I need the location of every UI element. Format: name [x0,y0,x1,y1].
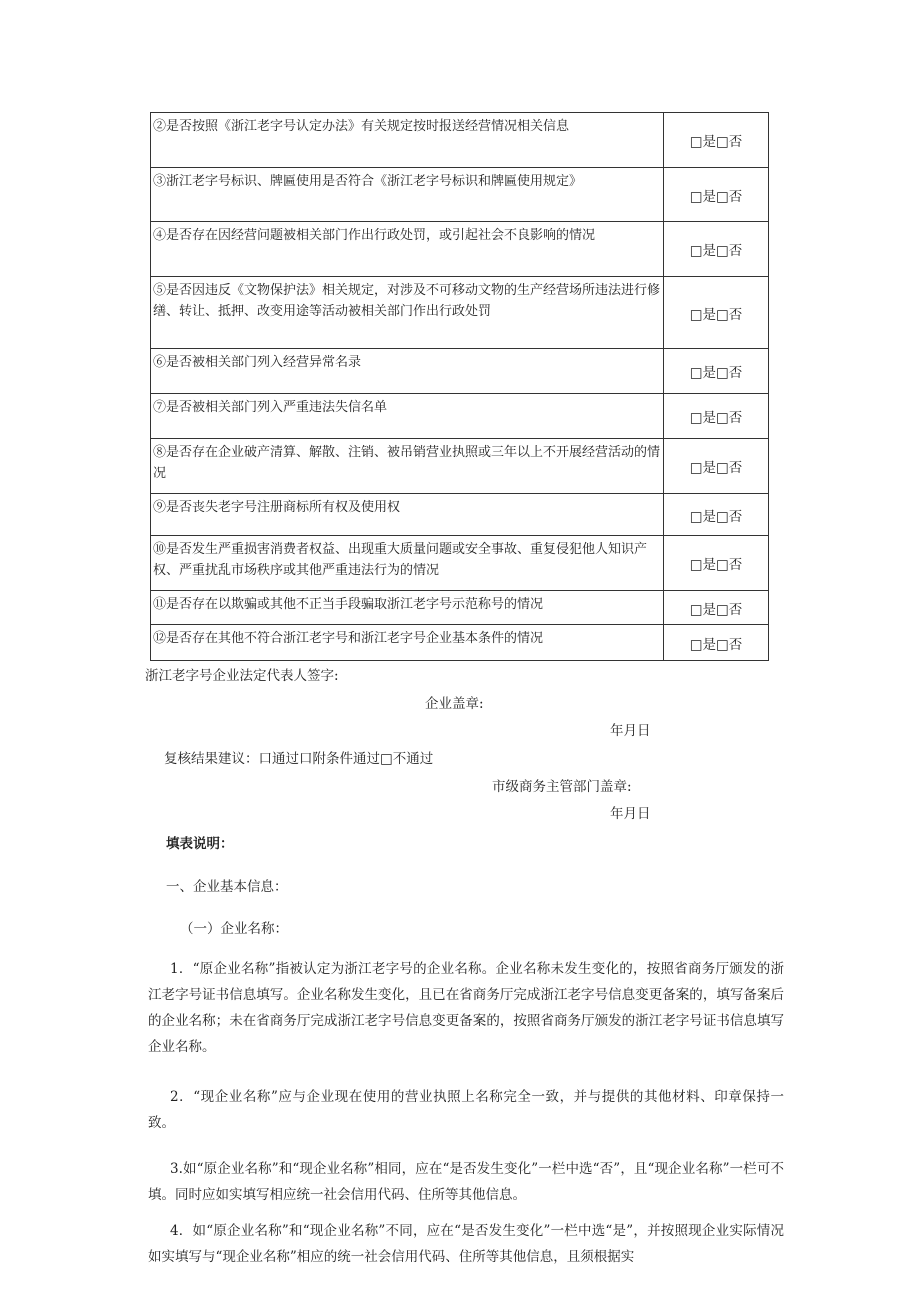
checklist-question: ③浙江老字号标识、牌匾使用是否符合《浙江老字号标识和牌匾使用规定》 [151,168,664,222]
checklist-question: ⑤是否因违反《文物保护法》相关规定，对涉及不可移动文物的生产经营场所违法进行修缮、转让、抵押、改变用途等活动被相关部门作出行政处罚 [151,277,664,349]
yes-no-checkbox[interactable]: □是□否 [664,439,769,494]
yes-no-checkbox[interactable]: □是□否 [664,591,769,625]
checklist-question: ⑫是否存在其他不符合浙江老字号和浙江老字号企业基本条件的情况 [151,625,664,661]
checklist-question: ④是否存在因经营问题被相关部门作出行政处罚，或引起社会不良影响的情况 [151,222,664,277]
checklist-row [151,349,769,394]
instruction-paragraph-4: 4．如“原企业名称”和“现企业名称”不同，应在“是否发生变化”一栏中选“是”，并按照现企业实际情况如实填写与“现企业名称”相应的统一社会信用代码、住所等其他信息，且须根据实 [148,1223,784,1265]
subsection-company-name: （一）企业名称： [180,921,288,937]
checklist-row [151,222,769,277]
yes-no-checkbox[interactable]: □是□否 [664,625,769,661]
yes-no-checkbox[interactable]: □是□否 [664,168,769,222]
checklist-question: ⑩是否发生严重损害消费者权益、出现重大质量问题或安全事故、重复侵犯他人知识产权、严重扰乱市场秩序或其他严重违法行为的情况 [151,536,664,591]
instruction-paragraph-3: 3.如“原企业名称”和“现企业名称”相同，应在“是否发生变化”一栏中选“否”，且“现企业名称”一栏可不填。同时应如实填写相应统一社会信用代码、住所等其他信息。 [148,1161,784,1203]
company-seal-label: 企业盖章: [425,696,484,712]
review-options: 口通过口附条件通过□不通过 [258,751,434,767]
checklist-row [151,591,769,625]
checklist-question: ⑨是否丧失老字号注册商标所有权及使用权 [151,494,664,536]
checklist-row [151,277,769,349]
checklist-question: ⑧是否存在企业破产清算、解散、注销、被吊销营业执照或三年以上不开展经营活动的情况 [151,439,664,494]
checklist-row [151,494,769,536]
checklist-question: ⑦是否被相关部门列入严重违法失信名单 [151,394,664,439]
dept-seal-label: 市级商务主管部门盖章: [492,779,632,795]
checklist-row [151,168,769,222]
yes-no-checkbox[interactable]: □是□否 [664,113,769,168]
checklist-question: ②是否按照《浙江老字号认定办法》有关规定按时报送经营情况相关信息 [151,113,664,168]
checklist-question: ⑪是否存在以欺骗或其他不正当手段骗取浙江老字号示范称号的情况 [151,591,664,625]
checklist-row [151,625,769,661]
yes-no-checkbox[interactable]: □是□否 [664,536,769,591]
instructions-heading: 填表说明： [166,836,234,852]
yes-no-checkbox[interactable]: □是□否 [664,222,769,277]
legal-rep-signature-label: 浙江老字号企业法定代表人签字: [145,668,339,684]
section-basic-info: 一、企业基本信息： [166,879,288,895]
instruction-paragraph-1: 1．“原企业名称”指被认定为浙江老字号的企业名称。企业名称未发生变化的，按照省商务厅颁发的浙江老字号证书信息填写。企业名称发生变化，且已在省商务厅完成浙江老字号信息变更备案的，填写备案后的企业名称；未在省商务厅完成浙江老字号信息变更备案的，按照省商务厅颁发的浙江老字号证书信息填写企业名称。 [148,961,784,1055]
review-suggestion [164,747,433,767]
review-label: 复核结果建议： [164,751,259,767]
checklist-row [151,439,769,494]
yes-no-checkbox[interactable]: □是□否 [664,277,769,349]
checklist-question: ⑥是否被相关部门列入经营异常名录 [151,349,664,394]
checklist-table [150,112,769,661]
checklist-row [151,536,769,591]
checklist-row [151,113,769,168]
yes-no-checkbox[interactable]: □是□否 [664,494,769,536]
checklist-row [151,394,769,439]
date-label-2: 年月日 [610,806,651,822]
yes-no-checkbox[interactable]: □是□否 [664,349,769,394]
yes-no-checkbox[interactable]: □是□否 [664,394,769,439]
date-label-1: 年月日 [610,723,651,739]
instruction-paragraph-2: 2．“现企业名称”应与企业现在使用的营业执照上名称完全一致，并与提供的其他材料、印章保持一致。 [148,1089,784,1131]
